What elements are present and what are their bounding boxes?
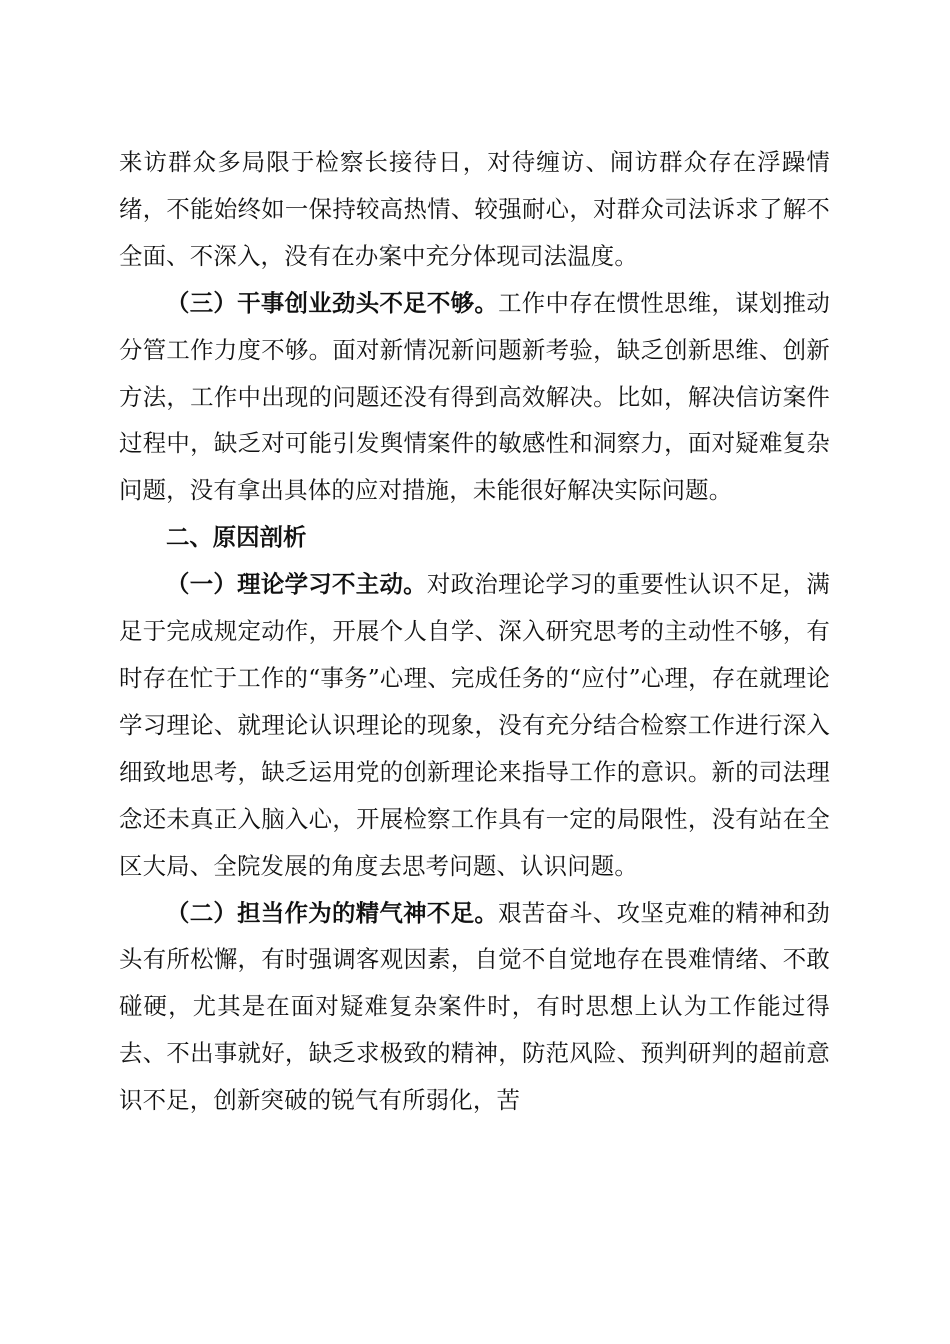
paragraph-lead: （二）担当作为的精气神不足。 xyxy=(166,898,499,927)
paragraph-cause-2 xyxy=(119,890,830,1125)
paragraph-text: 工作中存在惯性思维，谋划推动分管工作力度不够。面对新情况新问题新考验，缺乏创新思维、创新方法，工作中出现的问题还没有得到高效解决。比如，解决信访案件过程中，缺乏对可能引发舆情案件的敏感性和洞察力，面对疑难复杂问题，没有拿出具体的应对措施，未能很好解决实际问题。 xyxy=(119,288,830,505)
paragraph-lead: （一）理论学习不主动。 xyxy=(166,570,427,599)
paragraph-section-3 xyxy=(119,280,830,515)
paragraph-cause-1 xyxy=(119,561,830,889)
paragraph-text: 艰苦奋斗、攻坚克难的精神和劲头有所松懈，有时强调客观因素，自觉不自觉地存在畏难情绪、不敢碰硬，尤其是在面对疑难复杂案件时，有时思想上认为工作能过得去、不出事就好，缺乏求极致的精神，防范风险、预判研判的超前意识不足，创新突破的锐气有所弱化，苦 xyxy=(119,898,830,1115)
paragraph-continuation xyxy=(119,139,830,280)
paragraph-text: 来访群众多局限于检察长接待日，对待缠访、闹访群众存在浮躁情绪，不能始终如一保持较高热情、较强耐心，对群众司法诉求了解不全面、不深入，没有在办案中充分体现司法温度。 xyxy=(119,148,830,270)
paragraph-lead: （三）干事创业劲头不足不够。 xyxy=(166,288,499,317)
paragraph-text: 对政治理论学习的重要性认识不足，满足于完成规定动作，开展个人自学、深入研究思考的主动性不够，有时存在忙于工作的“事务”心理、完成任务的“应付”心理，存在就理论学习理论、就理论认识理论的现象，没有充分结合检察工作进行深入细致地思考，缺乏运用党的创新理论来指导工作的意识。新的司法理念还未真正入脑入心，开展检察工作具有一定的局限性，没有站在全区大局、全院发展的角度去思考问题、认识问题。 xyxy=(119,570,830,880)
section-heading: 二、原因剖析 xyxy=(166,523,307,552)
